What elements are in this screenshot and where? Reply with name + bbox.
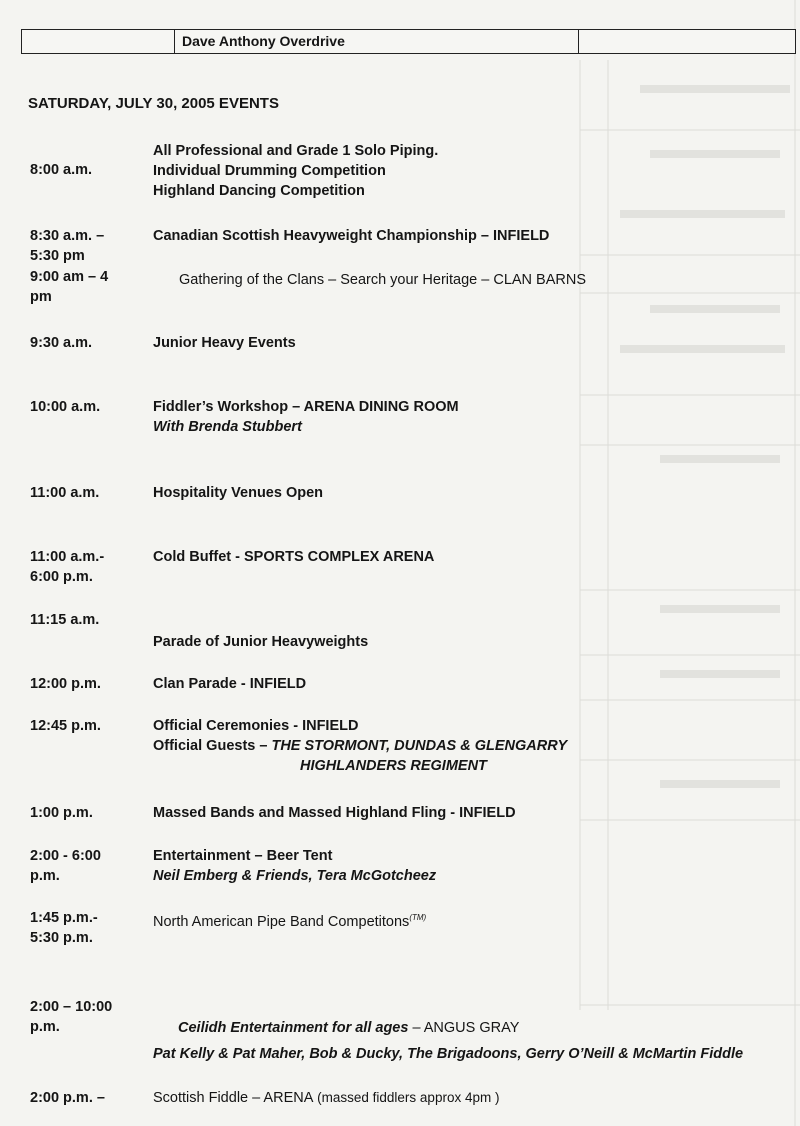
event-time	[30, 908, 140, 948]
event-description	[153, 716, 567, 776]
event-line: Massed Bands and Massed Highland Fling - INFIELD	[153, 805, 516, 821]
event-line-text: North American Pipe Band Competitons	[153, 913, 410, 930]
event-time	[30, 267, 160, 307]
event-time	[30, 846, 140, 886]
event-time-line: p.m.	[30, 868, 60, 884]
event-time-line: 5:30 p.m.	[30, 930, 93, 946]
event-time-line: 9:00 am – 4	[30, 269, 109, 285]
header-title: Dave Anthony Overdrive	[175, 30, 579, 53]
event-time: 12:00 p.m.	[30, 676, 101, 692]
event-line	[153, 736, 567, 756]
event-performer: Neil Emberg & Friends, Tera McGotcheez	[153, 868, 437, 884]
event-time-line: 6:00 p.m.	[30, 569, 93, 585]
event-time	[30, 997, 140, 1037]
event-line: Gathering of the Clans – Search your Heritage – CLAN BARNS	[179, 272, 587, 288]
event-performer: With Brenda Stubbert	[153, 419, 302, 435]
event-time: 1:00 p.m.	[30, 805, 93, 821]
header-cell-right	[579, 30, 795, 53]
event-description	[153, 397, 459, 437]
event-time	[30, 547, 140, 587]
event-time	[30, 226, 140, 266]
event-line: Parade of Junior Heavyweights	[153, 634, 369, 650]
event-time-line: 11:00 a.m.-	[30, 549, 105, 565]
event-description	[153, 1018, 743, 1064]
event-guest: HIGHLANDERS REGIMENT	[300, 758, 487, 774]
event-time-line: 1:45 p.m.-	[30, 910, 98, 926]
event-description	[153, 846, 436, 886]
event-time: 8:00 a.m.	[30, 162, 93, 178]
event-description	[153, 141, 438, 201]
event-time: 10:00 a.m.	[30, 399, 101, 415]
event-performers: Pat Kelly & Pat Maher, Bob & Ducky, The Brigadoons, Gerry O’Neill & McMartin Fiddle	[153, 1046, 744, 1062]
event-line-label: Official Guests –	[153, 738, 272, 754]
event-line: Cold Buffet - SPORTS COMPLEX ARENA	[153, 549, 435, 565]
event-time-line: 2:00 – 10:00	[30, 999, 113, 1015]
event-line	[153, 1088, 499, 1108]
header-bar	[21, 29, 796, 54]
event-line-rest: – ANGUS GRAY	[408, 1020, 520, 1036]
event-line-italic: Ceilidh Entertainment for all ages	[178, 1020, 409, 1036]
day-heading: SATURDAY, JULY 30, 2005 EVENTS	[28, 95, 279, 112]
event-time-line: p.m.	[30, 1019, 60, 1035]
event-line: Entertainment – Beer Tent	[153, 848, 333, 864]
event-line	[153, 908, 426, 932]
event-line	[153, 1018, 743, 1038]
event-line: Fiddler’s Workshop – ARENA DINING ROOM	[153, 399, 459, 415]
event-line: Hospitality Venues Open	[153, 485, 324, 501]
event-line-text: Scottish Fiddle – ARENA	[153, 1090, 314, 1106]
event-time-line: pm	[30, 289, 52, 305]
event-line: Individual Drumming Competition	[153, 163, 386, 179]
trademark-mark: (TM)	[409, 913, 427, 922]
event-line: Highland Dancing Competition	[153, 183, 365, 199]
event-time-line: 2:00 - 6:00	[30, 848, 101, 864]
event-line: Clan Parade - INFIELD	[153, 676, 307, 692]
event-time: 11:00 a.m.	[30, 485, 100, 501]
event-time: 9:30 a.m.	[30, 335, 93, 351]
event-note: (massed fiddlers approx 4pm )	[313, 1090, 500, 1105]
event-time-line: 8:30 a.m. –	[30, 228, 105, 244]
event-guest: THE STORMONT, DUNDAS & GLENGARRY	[271, 738, 568, 754]
event-time: 2:00 p.m. –	[30, 1090, 105, 1106]
event-time-line: 5:30 pm	[30, 248, 85, 264]
event-line: Junior Heavy Events	[153, 335, 296, 351]
event-time: 12:45 p.m.	[30, 718, 101, 734]
event-time: 11:15 a.m.	[30, 612, 100, 628]
event-line: Official Ceremonies - INFIELD	[153, 718, 359, 734]
event-line: All Professional and Grade 1 Solo Piping.	[153, 143, 439, 159]
header-cell-left	[22, 30, 175, 53]
event-line: Canadian Scottish Heavyweight Championship – INFIELD	[153, 228, 550, 244]
